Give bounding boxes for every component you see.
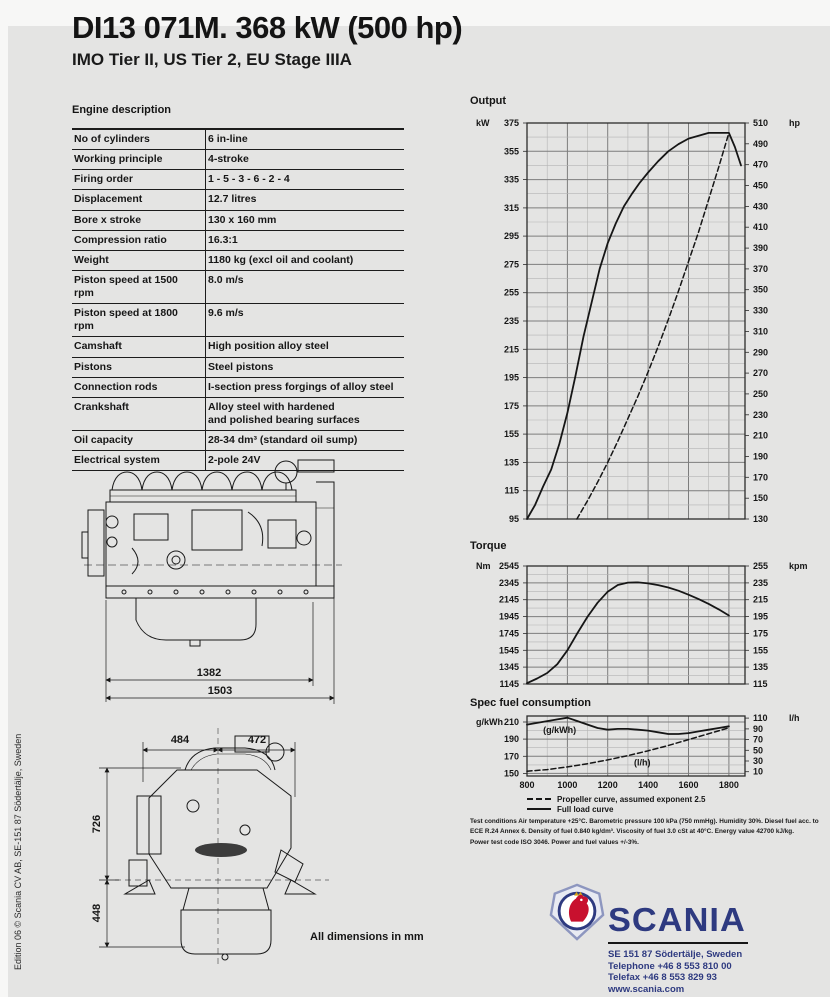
dimension-label: 1382 [196, 667, 222, 679]
left-axis-tick-label: 315 [503, 202, 519, 213]
spec-value: 1 - 5 - 3 - 6 - 2 - 4 [206, 170, 405, 190]
scania-griffin-logo [548, 883, 606, 946]
address-line: Telephone +46 8 553 810 00 [608, 960, 732, 972]
right-axis-tick-label: 215 [753, 594, 769, 605]
spec-label: No of cylinders [72, 129, 206, 150]
left-axis-tick-label: 2545 [498, 561, 519, 571]
legend-item [527, 794, 706, 804]
left-axis-tick-label: 1345 [498, 662, 519, 673]
right-axis-tick-label: 115 [753, 679, 768, 689]
spec-row [72, 357, 404, 377]
spec-value: 6 in-line [208, 133, 248, 145]
dimension-label: 726 [91, 814, 103, 834]
spec-row [72, 250, 404, 270]
dimensions-note: All dimensions in mm [310, 931, 424, 943]
spec-row [72, 210, 404, 230]
right-axis-tick-label: 10 [753, 766, 764, 777]
left-axis-tick-label: 210 [503, 717, 519, 727]
left-axis-tick-label: 1545 [498, 645, 519, 656]
chart-title-torque: Torque [470, 540, 507, 552]
right-axis-tick-label: 255 [753, 561, 769, 571]
legend-item [527, 804, 706, 814]
spec-value: High position alloy steel [206, 337, 405, 357]
company-address [608, 949, 742, 995]
engine-description-table [72, 128, 404, 471]
left-axis-tick-label: 195 [503, 372, 519, 383]
chart-title-fuel: Spec fuel consumption [470, 697, 592, 709]
right-axis-tick-label: 190 [753, 451, 769, 462]
dimension-label: 472 [247, 734, 267, 746]
right-axis-tick-label: 470 [753, 159, 769, 170]
spec-row [72, 337, 404, 357]
spec-label: Crankshaft [72, 397, 206, 430]
spec-value: 4-stroke [206, 150, 405, 170]
right-axis-unit: hp [789, 118, 800, 128]
front-view-engine-body [125, 736, 315, 960]
engine-table-body [72, 129, 404, 471]
series-propeller-curve [577, 133, 729, 519]
spec-label: Bore x stroke [72, 210, 206, 230]
left-axis-tick-label: 295 [503, 231, 519, 242]
left-axis-tick-label: 115 [504, 485, 519, 496]
torque-chart [470, 556, 830, 695]
chart-title-output: Output [470, 95, 507, 107]
chart-legend [527, 794, 706, 814]
engine-side-view-drawing [80, 452, 420, 709]
spec-label: Compression ratio [72, 230, 206, 250]
spec-value: I-section press forgings of alloy steel [206, 377, 405, 397]
left-axis-tick-label: 190 [503, 734, 519, 745]
scania-wordmark: SCANIA [608, 901, 746, 938]
left-axis-unit: kW [476, 118, 490, 128]
output-chart-svg [470, 111, 830, 531]
test-conditions-line: Power test code ISO 3046. Power and fuel values +/-3%. [470, 838, 639, 846]
right-axis-tick-label: 235 [753, 577, 769, 588]
output-chart [470, 111, 830, 536]
spec-label: Connection rods [72, 377, 206, 397]
right-axis-tick-label: 250 [753, 388, 769, 399]
spec-value: Steel pistons [206, 357, 405, 377]
spec-value: 12.7 litres [206, 190, 405, 210]
left-axis-tick-label: 95 [508, 514, 519, 524]
address-line: www.scania.com [608, 983, 685, 995]
right-axis-tick-label: 270 [753, 368, 769, 379]
spec-row [72, 397, 404, 430]
right-axis-tick-label: 490 [753, 138, 769, 149]
left-axis-unit: g/kWh [476, 717, 503, 727]
right-axis-tick-label: 230 [753, 409, 769, 420]
address-line: Telefax +46 8 553 829 93 [608, 972, 717, 983]
spec-value: 8.0 m/s [206, 270, 405, 303]
spec-row [72, 170, 404, 190]
left-axis-tick-label: 135 [503, 457, 519, 468]
legend-label: Full load curve [557, 804, 614, 814]
left-axis-tick-label: 1145 [499, 679, 519, 689]
front-view-dimensions [91, 734, 295, 947]
edition-note: Edition 06 © Scania CV AB, SE-151 87 Södertälje, Sweden [13, 733, 23, 970]
right-axis-tick-label: 130 [753, 514, 769, 524]
spec-label: Electrical system [72, 451, 206, 471]
right-axis-tick-label: 175 [753, 628, 769, 639]
page-title: DI13 071M. 368 kW (500 hp) [72, 10, 463, 45]
spec-value: Alloy steel with hardened and polished bearing surfaces [206, 397, 405, 430]
right-axis-tick-label: 350 [753, 284, 769, 295]
spec-row [72, 377, 404, 397]
left-axis-tick-label: 150 [503, 768, 519, 779]
left-axis-tick-label: 255 [503, 287, 519, 298]
dimension-label: 484 [170, 734, 190, 746]
right-axis-tick-label: 90 [753, 723, 764, 734]
right-axis-tick-label: 135 [753, 662, 769, 673]
right-axis-tick-label: 450 [753, 180, 769, 191]
right-axis-tick-label: 410 [753, 222, 769, 233]
spec-label: Camshaft [72, 337, 206, 357]
spec-row [72, 431, 404, 451]
emission-standards-subtitle: IMO Tier II, US Tier 2, EU Stage IIIA [72, 50, 352, 69]
legend-solid-sample [527, 808, 551, 810]
spec-value: 2-pole 24V [206, 451, 405, 471]
spec-value: 9.6 m/s [206, 304, 405, 337]
spec-value: 1180 kg (excl oil and coolant) [206, 250, 405, 270]
engine-description-heading: Engine description [72, 104, 172, 116]
right-axis-tick-label: 390 [753, 243, 769, 254]
spec-label: Displacement [72, 190, 206, 210]
right-axis-tick-label: 330 [753, 305, 769, 316]
spec-row [72, 304, 404, 337]
test-conditions [470, 817, 826, 848]
spec-label: Pistons [72, 357, 206, 377]
spec-label: Piston speed at 1800 rpm [72, 304, 206, 337]
spec-label: Firing order [72, 170, 206, 190]
legend-label: Propeller curve, assumed exponent 2.5 [557, 794, 706, 804]
right-axis-tick-label: 210 [753, 430, 769, 441]
left-axis-tick-label: 215 [503, 344, 519, 355]
left-axis-tick-label: 155 [503, 429, 519, 440]
legend-dashed-sample [527, 798, 551, 800]
curve-annotation: (g/kWh) [543, 725, 577, 736]
spec-row [72, 150, 404, 170]
dimension-label: 448 [91, 903, 103, 923]
test-conditions-line: Test conditions Air temperature +25°C. Barometric pressure 100 kPa (750 mmHg). Humidity 30%. Diesel fuel acc. to ECE R.24 Annex 6. Density of fuel 0.840 kg/dm³. Viscosity of fuel 3.0 cSt at 40°C. Energy value 42700 kJ/kg. [470, 818, 819, 836]
spec-row [72, 190, 404, 210]
spec-label: Piston speed at 1500 rpm [72, 270, 206, 303]
address-line: SE 151 87 Södertälje, Sweden [608, 949, 743, 960]
right-axis-tick-label: 170 [753, 472, 769, 483]
x-axis-tick-label: 1400 [638, 780, 659, 790]
left-axis-tick-label: 355 [503, 146, 519, 157]
spec-row [72, 270, 404, 303]
right-axis-tick-label: 290 [753, 347, 769, 358]
right-axis-tick-label: 370 [753, 263, 769, 274]
right-axis-tick-label: 155 [753, 645, 769, 656]
side-view-engine-body [82, 460, 334, 646]
left-axis-tick-label: 1945 [498, 611, 519, 622]
curve-annotation: (l/h) [634, 757, 651, 768]
left-axis-tick-label: 2145 [498, 594, 519, 605]
left-axis-tick-label: 175 [503, 400, 519, 411]
spec-value: 130 x 160 mm [206, 210, 405, 230]
torque-chart-svg [470, 556, 830, 690]
spec-row [72, 230, 404, 250]
side-view-dimensions [106, 592, 334, 704]
right-axis-unit: l/h [789, 713, 800, 724]
right-axis-tick-label: 310 [753, 326, 769, 337]
right-axis-tick-label: 195 [753, 611, 769, 622]
right-axis-tick-label: 70 [753, 734, 764, 745]
left-axis-tick-label: 1745 [498, 628, 519, 639]
right-axis-tick-label: 30 [753, 756, 764, 766]
right-axis-unit: kpm [789, 561, 808, 571]
fuel-chart-svg [470, 708, 830, 794]
right-axis-tick-label: 50 [753, 745, 764, 756]
spec-value: 28-34 dm³ (standard oil sump) [206, 431, 405, 451]
left-axis-tick-label: 275 [503, 259, 519, 270]
left-axis-tick-label: 335 [503, 174, 519, 185]
fuel-consumption-chart [470, 708, 830, 799]
left-axis-tick-label: 235 [503, 316, 519, 326]
left-axis-unit: Nm [476, 561, 491, 571]
spec-label: Working principle [72, 150, 206, 170]
x-axis-tick-label: 1000 [557, 780, 578, 790]
right-axis-tick-label: 150 [753, 493, 769, 504]
left-axis-tick-label: 375 [503, 118, 519, 128]
spec-row [72, 129, 404, 150]
spec-value: 16.3:1 [206, 230, 405, 250]
x-axis-tick-label: 1600 [678, 780, 699, 790]
x-axis-tick-label: 1800 [718, 780, 739, 790]
right-axis-tick-label: 430 [753, 201, 769, 212]
x-axis-tick-label: 800 [519, 780, 535, 790]
spec-label: Weight [72, 250, 206, 270]
left-axis-tick-label: 2345 [498, 577, 519, 588]
footer-rule [608, 942, 748, 944]
x-axis-tick-label: 1200 [597, 780, 618, 790]
right-axis-tick-label: 510 [753, 118, 769, 128]
right-axis-tick-label: 110 [753, 713, 768, 724]
spec-label: Oil capacity [72, 431, 206, 451]
left-axis-tick-label: 170 [503, 751, 519, 762]
dimension-label: 1503 [207, 685, 233, 697]
